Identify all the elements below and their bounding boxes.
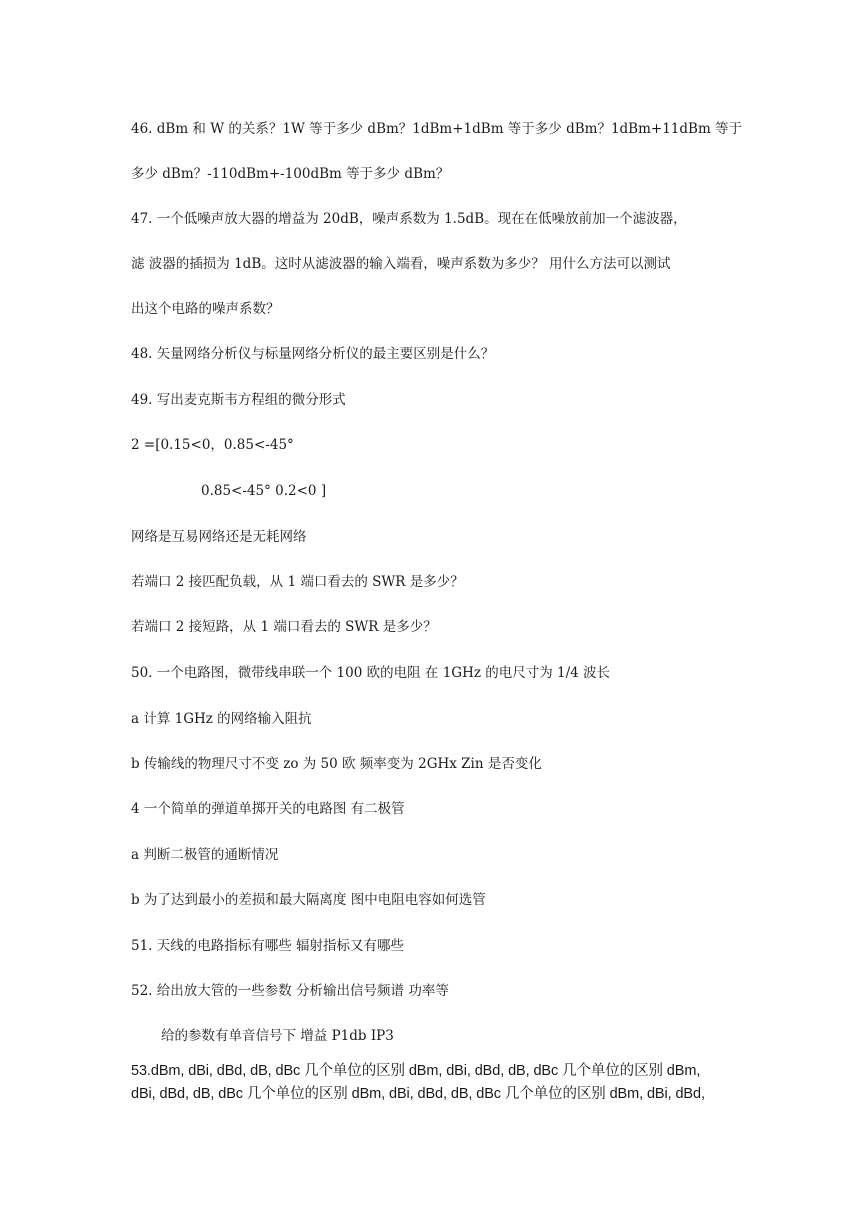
q47-line-2: 滤 波器的插损为 1dB。这时从滤波器的输入端看，噪声系数为多少？ 用什么方法可以测试 [131, 256, 671, 272]
q49-line: 49. 写出麦克斯韦方程组的微分形式 [131, 392, 346, 408]
q50-part-a: a 计算 1GHz 的网络输入阻抗 [131, 711, 312, 727]
q51-line: 51. 天线的电路指标有哪些 辐射指标又有哪些 [131, 938, 405, 954]
q47-line-3: 出这个电路的噪声系数？ [131, 301, 280, 317]
q46-line-2: 多少 dBm？-110dBm+-100dBm 等于多少 dBm？ [131, 166, 450, 182]
network-question: 网络是互易网络还是无耗网络 [131, 529, 307, 545]
q50-part-b: b 传输线的物理尺寸不变 zo 为 50 欧 频率变为 2GHx Zin 是否变化 [131, 756, 542, 772]
q50-line: 50. 一个电路图，微带线串联一个 100 欧的电阻 在 1GHz 的电尺寸为 1/4 波长 [131, 665, 611, 681]
swr-matched-question: 若端口 2 接匹配负载，从 1 端口看去的 SWR 是多少？ [131, 574, 464, 590]
q47-line-1: 47. 一个低噪声放大器的增益为 20dB，噪声系数为 1.5dB。现在在低噪放前加一个滤波器， [131, 211, 687, 227]
q53-line-1: 53.dBm, dBi, dBd, dB, dBc 几个单位的区别 dBm, dBi, dBd, dB, dBc 几个单位的区别 dBm, [131, 1063, 701, 1079]
q46-line-1: 46. dBm 和 W 的关系？1W 等于多少 dBm？1dBm+1dBm 等于多少 dBm？1dBm+11dBm 等于 [131, 121, 743, 137]
q52-line: 52. 给出放大管的一些参数 分析输出信号频谱 功率等 [131, 983, 449, 999]
q48-line: 48. 矢量网络分析仪与标量网络分析仪的最主要区别是什么？ [131, 346, 495, 362]
matrix-row-2: 0.85<-45° 0.2<0 ] [201, 483, 327, 499]
q4-line: 4 一个简单的弹道单掷开关的电路图 有二极管 [131, 801, 405, 817]
q53-line-2: dBi, dBd, dB, dBc 几个单位的区别 dBm, dBi, dBd, dB, dBc 几个单位的区别 dBm, dBi, dBd, [131, 1086, 705, 1102]
q4-part-a: a 判断二极管的通断情况 [131, 847, 279, 863]
q4-part-b: b 为了达到最小的差损和最大隔离度 图中电阻电容如何选管 [131, 892, 486, 908]
swr-short-question: 若端口 2 接短路，从 1 端口看去的 SWR 是多少？ [131, 619, 437, 635]
matrix-row-1: 2 =[0.15<0，0.85<-45° [131, 437, 294, 453]
q52-params: 给的参数有单音信号下 增益 P1db IP3 [161, 1028, 394, 1044]
